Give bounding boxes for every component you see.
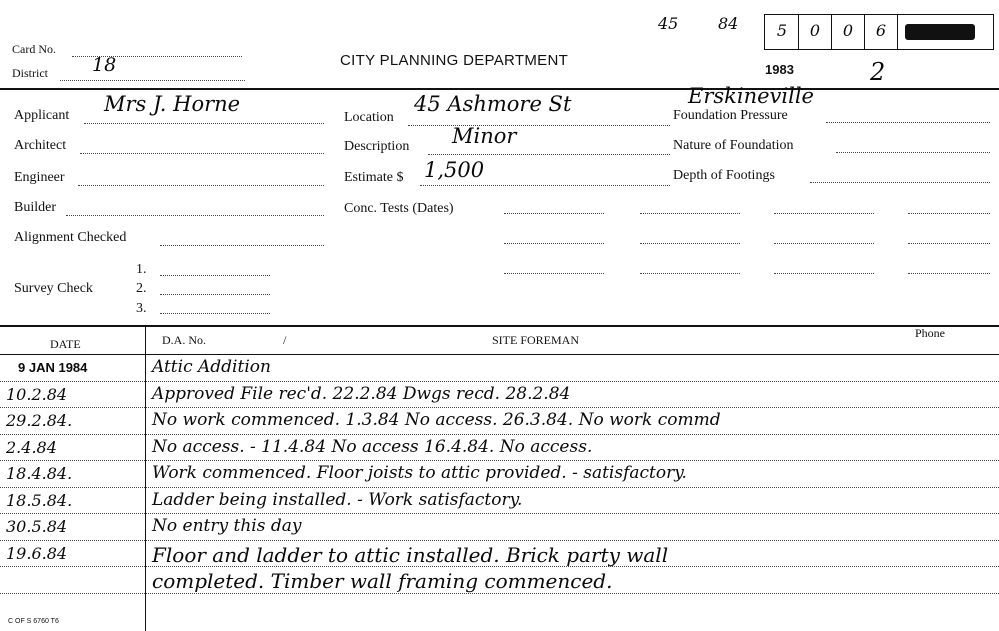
depth-footings-label: Depth of Footings: [673, 168, 775, 183]
applicant-line: [84, 123, 324, 124]
description-label: Description: [344, 139, 410, 154]
log-entry-text: No work commenced. 1.3.84 No access. 26.3.84. No work commd: [152, 410, 721, 430]
log-entry-date: 18.5.84.: [6, 490, 73, 510]
engineer-label: Engineer: [14, 170, 65, 185]
log-entry-date: 10.2.84: [6, 384, 68, 404]
engineer-line: [78, 185, 324, 186]
log-entry-text: Approved File rec'd. 22.2.84 Dwgs recd. 28.2.84: [152, 383, 571, 404]
conc-line: [640, 243, 740, 244]
header-rule: [0, 88, 999, 90]
log-entry-date: 29.2.84.: [6, 411, 73, 430]
redacted-stamp: [905, 24, 975, 40]
ref-number-2: 84: [718, 14, 739, 33]
location-label: Location: [344, 110, 394, 125]
alignment-label: Alignment Checked: [14, 230, 127, 245]
builder-label: Builder: [14, 200, 56, 215]
description-value: Minor: [452, 124, 517, 148]
log-entry-text: completed. Timber wall framing commenced.: [152, 569, 613, 593]
log-row-line: [0, 407, 999, 408]
conc-line: [908, 273, 990, 274]
card-digit: 0: [809, 21, 821, 40]
estimate-value: 1,500: [424, 158, 485, 182]
survey-line-3: [160, 313, 270, 314]
applicant-value: Mrs J. Horne: [104, 92, 241, 116]
district-label: District: [12, 66, 48, 80]
survey-label: Survey Check: [14, 281, 93, 296]
date-column-divider: [145, 326, 146, 631]
description-line: [428, 154, 670, 155]
conc-line: [504, 213, 604, 214]
conc-tests-label: Conc. Tests (Dates): [344, 201, 454, 216]
log-entry-text: Attic Addition: [152, 357, 271, 377]
estimate-label: Estimate $: [344, 170, 404, 185]
conc-line: [774, 243, 874, 244]
log-entry-text: No entry this day: [152, 516, 302, 536]
conc-line: [504, 243, 604, 244]
log-entry-date: 9 JAN 1984: [18, 360, 88, 375]
ref-number-1: 45: [658, 14, 679, 33]
log-entry-date: 19.6.84: [6, 543, 68, 563]
survey-line-2: [160, 294, 270, 295]
estimate-line: [420, 185, 670, 186]
depth-footings-line: [810, 182, 990, 183]
log-row-line: [0, 434, 999, 435]
digit-divider: [897, 14, 898, 49]
card-digit: 5: [776, 21, 788, 40]
card-digit: 6: [875, 21, 887, 40]
district-value: 18: [92, 54, 117, 76]
log-entry-text: Floor and ladder to attic installed. Brick party wall: [152, 542, 669, 567]
foundation-pressure-line: [826, 122, 990, 123]
location-value: 45 Ashmore St: [414, 92, 572, 116]
conc-line: [908, 213, 990, 214]
architect-line: [80, 153, 324, 154]
survey-number-2: 2.: [136, 281, 147, 296]
conc-line: [640, 213, 740, 214]
survey-line-1: [160, 275, 270, 276]
date-header: DATE: [50, 337, 81, 351]
log-entry-date: 30.5.84: [6, 517, 68, 536]
location-line: [408, 125, 670, 126]
alignment-line: [160, 245, 324, 246]
conc-line: [774, 273, 874, 274]
year-stamp: 1983: [765, 62, 794, 77]
conc-line: [504, 273, 604, 274]
log-row-line: [0, 540, 999, 541]
architect-label: Architect: [14, 138, 67, 153]
nature-foundation-line: [836, 152, 990, 153]
suburb-value: Erskineville: [688, 84, 814, 108]
conc-line: [908, 243, 990, 244]
log-header-rule: [0, 354, 999, 355]
da-slash: /: [283, 333, 287, 347]
survey-number-1: 1.: [136, 262, 147, 277]
log-entry-text: Work commenced. Floor joists to attic provided. - satisfactory.: [152, 463, 687, 483]
conc-line: [774, 213, 874, 214]
sheet-number: 2: [870, 58, 886, 86]
card-digit: 0: [842, 21, 854, 40]
da-header: D.A. No.: [162, 333, 206, 347]
builder-line: [66, 215, 324, 216]
conc-line: [640, 273, 740, 274]
log-row-line: [0, 460, 999, 461]
form-code: C OF S 6760 T6: [8, 618, 59, 625]
district-line: [60, 80, 245, 81]
log-row-line: [0, 381, 999, 382]
log-row-line: [0, 487, 999, 488]
applicant-label: Applicant: [14, 108, 70, 123]
survey-number-3: 3.: [136, 301, 147, 316]
log-entry-date: 18.4.84.: [6, 464, 73, 483]
card-no-label: Card No.: [12, 42, 56, 56]
log-table-top-rule: [0, 325, 999, 327]
phone-header: Phone: [915, 326, 945, 340]
foreman-header: SITE FOREMAN: [492, 333, 580, 347]
foundation-pressure-label: Foundation Pressure: [673, 108, 788, 123]
log-entry-date: 2.4.84: [6, 437, 57, 457]
log-entry-text: Ladder being installed. - Work satisfactory.: [152, 489, 523, 510]
log-entry-text: No access. - 11.4.84 No access 16.4.84. No access.: [152, 436, 593, 457]
nature-foundation-label: Nature of Foundation: [673, 138, 794, 153]
log-row-line: [0, 513, 999, 514]
department-title: CITY PLANNING DEPARTMENT: [340, 52, 569, 69]
